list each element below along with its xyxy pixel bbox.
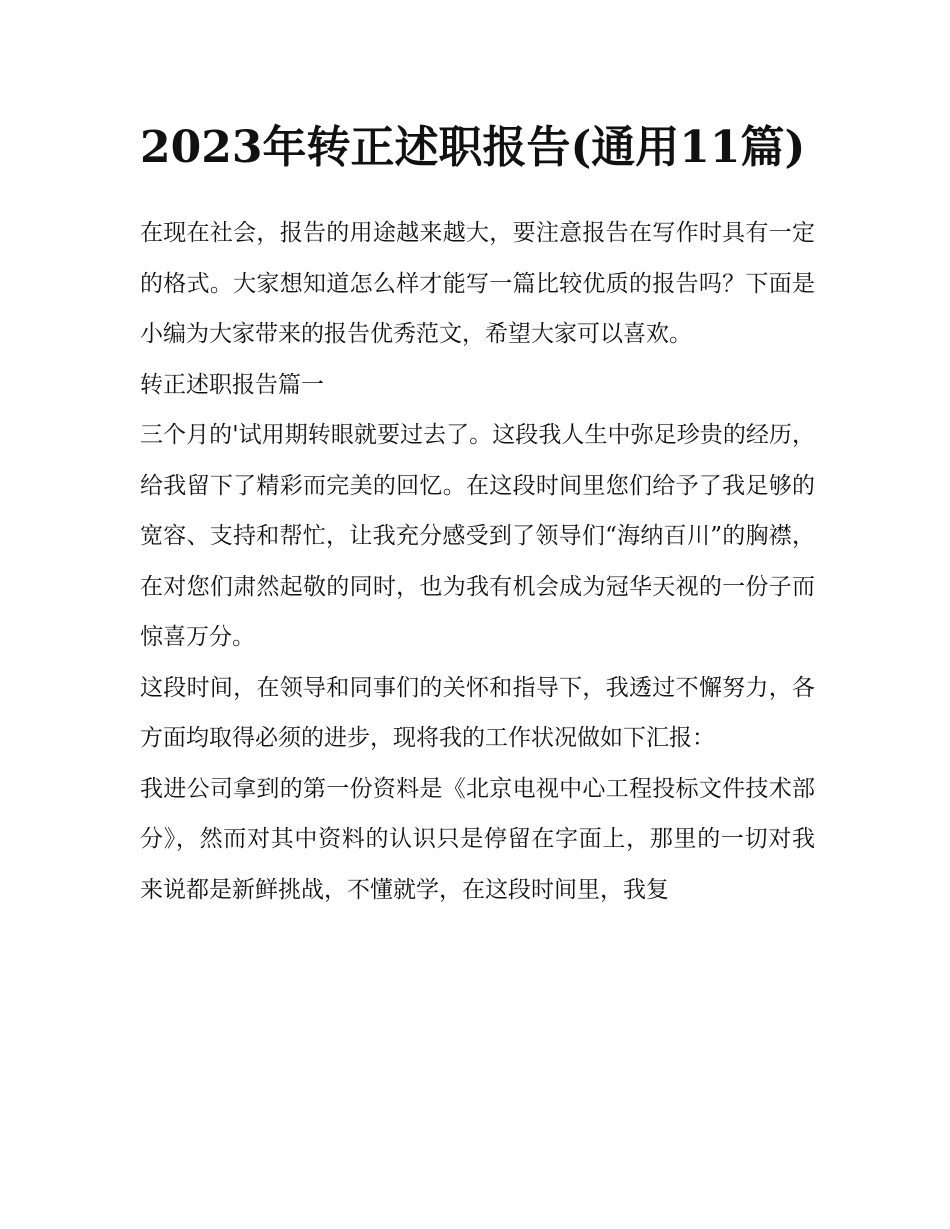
body-paragraph-3: 我进公司拿到的第一份资料是《北京电视中心工程投标文件技术部分》，然而对其中资料的认识只是停留在字面上，那里的一切对我来说都是新鲜挑战，不懂就学，在这段时间里，我复: [140, 775, 815, 903]
document-page: [140, 110, 815, 915]
body-paragraph-2: 这段时间，在领导和同事们的关怀和指导下，我透过不懈努力，各方面均取得必须的进步，现将我的工作状况做如下汇报：: [140, 674, 815, 751]
document-title: 2023年转正述职报告(通用11篇): [140, 122, 806, 173]
section-heading: 转正述职报告篇一: [140, 371, 324, 398]
body-paragraph-1: 三个月的'试用期转眼就要过去了。这段我人生中弥足珍贵的经历，给我留下了精彩而完美的回忆。在这段时间里您们给予了我足够的宽容、支持和帮忙，让我充分感受到了领导们“海纳百川”的胸襟，在对您们肃然起敬的同时，也为我有机会成为冠华天视的一份子而惊喜万分。: [140, 422, 815, 650]
intro-paragraph: 在现在社会，报告的用途越来越大，要注意报告在写作时具有一定的格式。大家想知道怎么样才能写一篇比较优质的报告吗？下面是小编为大家带来的报告优秀范文，希望大家可以喜欢。: [140, 220, 815, 347]
